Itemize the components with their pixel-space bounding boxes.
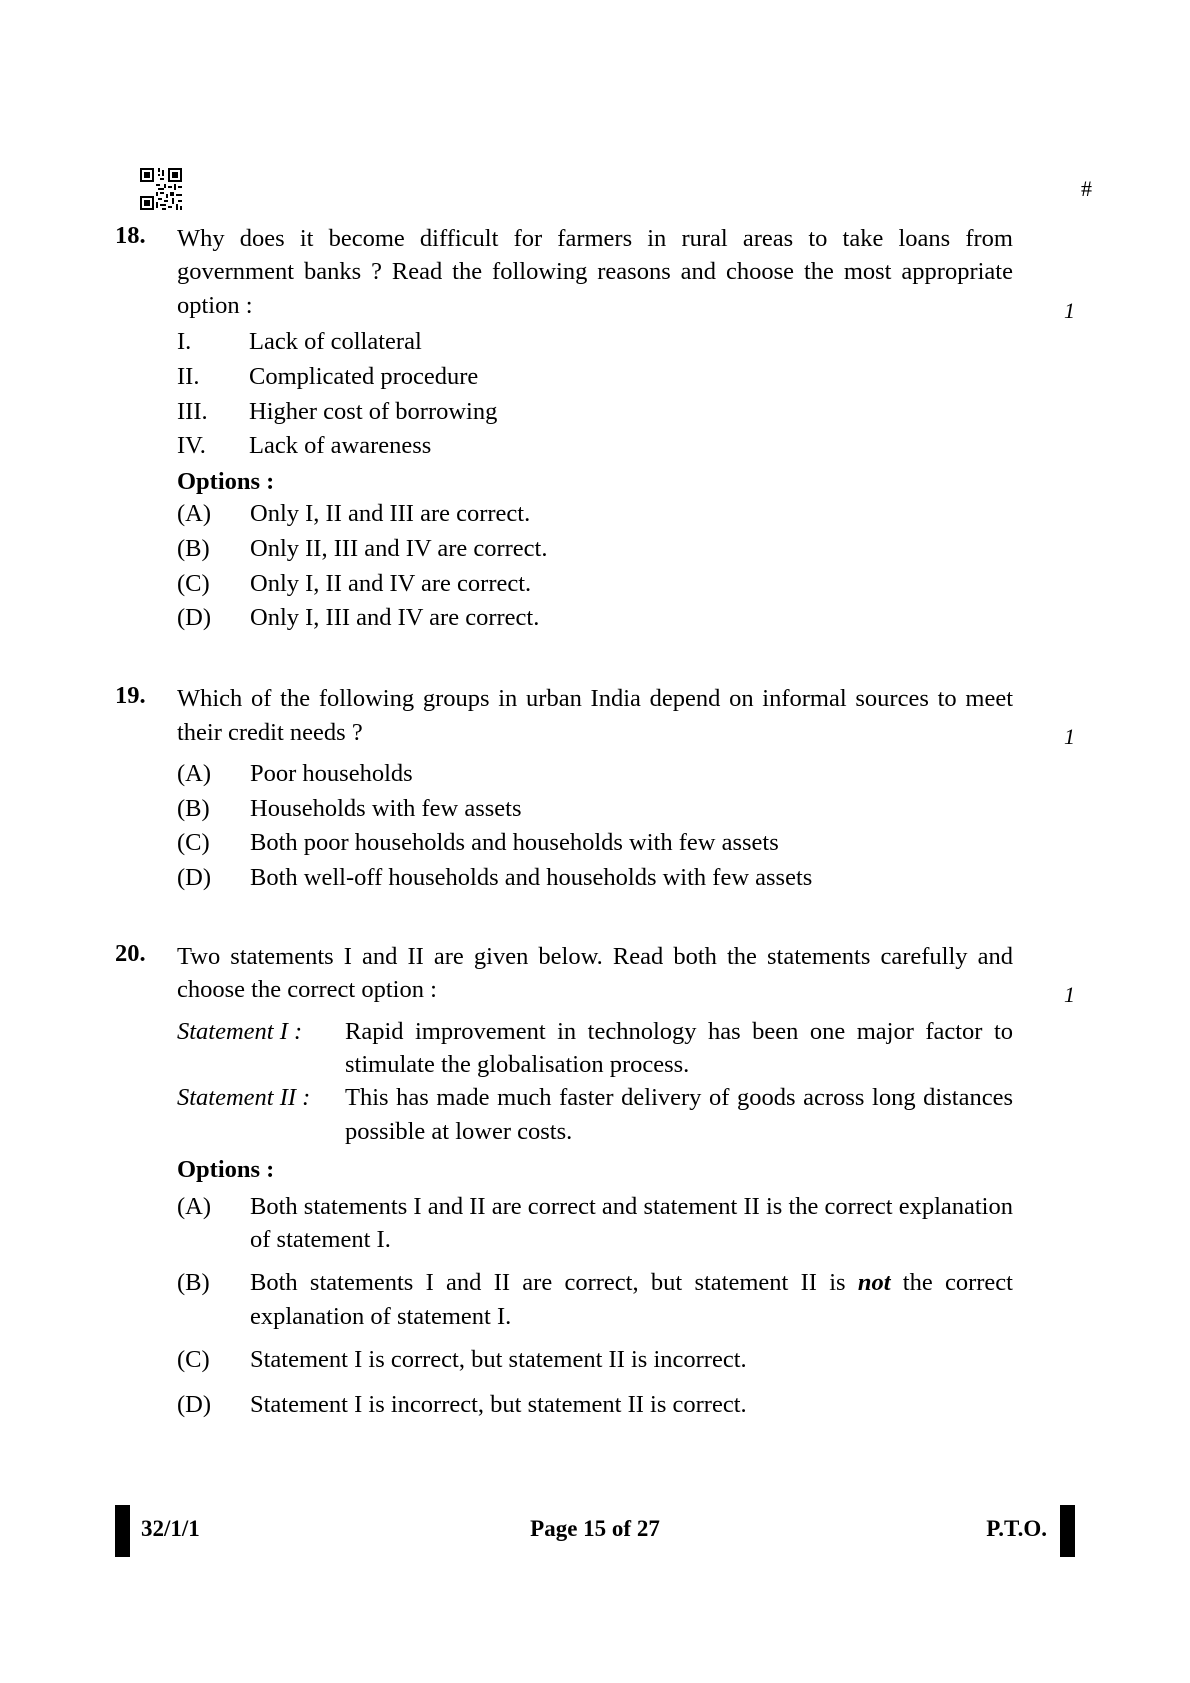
option-b-emphasis: not — [857, 1269, 891, 1297]
option-b-text-before: Both statements I and II are correct, but statement II is — [250, 1269, 858, 1297]
roman-item-label: II. — [177, 362, 200, 390]
roman-item — [177, 395, 1075, 430]
statement-2-text: This has made much faster delivery of goods across long distances possible at lower costs. — [345, 1084, 1013, 1145]
roman-item-text: Higher cost of borrowing — [249, 397, 498, 425]
question-20-stem: Two statements I and II are given below. Read both the statements carefully and choose the correct option : — [177, 942, 1013, 1004]
question-list — [115, 222, 1075, 1423]
question-19-marks: 1 — [1064, 724, 1075, 750]
page-footer — [115, 1505, 1075, 1557]
question-19-number: 19. — [115, 682, 146, 710]
option-a-text: Poor households — [250, 759, 413, 787]
statement-1 — [177, 1015, 1013, 1082]
statement-2-label: Statement II : — [177, 1084, 311, 1112]
roman-item — [177, 429, 1075, 464]
option-c-label: (C) — [177, 569, 210, 597]
statement-2 — [177, 1081, 1013, 1148]
question-20-options — [177, 1190, 1075, 1423]
roman-item-text: Lack of awareness — [249, 432, 432, 460]
roman-item-label: III. — [177, 397, 208, 425]
roman-item-text: Complicated procedure — [249, 362, 479, 390]
question-19 — [115, 682, 1075, 896]
option-c[interactable] — [177, 567, 1075, 602]
question-18-marks: 1 — [1064, 298, 1075, 323]
statement-1-text: Rapid improvement in technology has been one major factor to stimulate the globalisation process. — [345, 1017, 1013, 1078]
option-c-text: Statement I is correct, but statement II is incorrect. — [250, 1346, 747, 1374]
option-a-label: (A) — [177, 759, 212, 787]
question-18-roman-list — [177, 325, 1075, 464]
option-b-label: (B) — [177, 794, 210, 822]
spacer — [115, 636, 1075, 682]
option-a[interactable] — [177, 1190, 1075, 1257]
option-d[interactable] — [177, 861, 1075, 896]
roman-item-label: IV. — [177, 432, 206, 460]
question-19-stem: Which of the following groups in urban India depend on informal sources to meet their credit needs ? — [177, 685, 1013, 746]
roman-item-label: I. — [177, 327, 192, 355]
pto-label: P.T.O. — [986, 1516, 1047, 1541]
option-d-label: (D) — [177, 1390, 212, 1418]
option-a-text: Only I, II and III are correct. — [250, 500, 531, 528]
statement-1-label: Statement I : — [177, 1017, 303, 1045]
question-20-marks: 1 — [1064, 981, 1075, 1007]
roman-item — [177, 360, 1075, 395]
option-d-text: Only I, III and IV are correct. — [250, 604, 540, 632]
option-a[interactable] — [177, 497, 1075, 532]
option-c-label: (C) — [177, 1346, 210, 1374]
page-number: Page 15 of 27 — [530, 1516, 660, 1541]
spacer — [115, 896, 1075, 940]
question-18-number: 18. — [115, 222, 146, 249]
roman-item — [177, 325, 1075, 360]
option-c-text: Both poor households and households with few assets — [250, 829, 779, 857]
option-a[interactable] — [177, 757, 1075, 792]
option-b-text: Households with few assets — [250, 794, 522, 822]
option-a-label: (A) — [177, 500, 212, 528]
option-d[interactable] — [177, 601, 1075, 636]
option-d-text: Both well-off households and households with few assets — [250, 864, 813, 892]
question-19-options — [177, 757, 1075, 896]
option-d-label: (D) — [177, 864, 212, 892]
option-c-label: (C) — [177, 829, 210, 857]
option-b-label: (B) — [177, 534, 210, 562]
page-hash-mark: # — [1081, 176, 1092, 201]
option-b-label: (B) — [177, 1269, 210, 1297]
option-d-text: Statement I is incorrect, but statement II is correct. — [250, 1390, 747, 1418]
option-b[interactable] — [177, 532, 1075, 567]
roman-item-text: Lack of collateral — [249, 327, 422, 355]
option-d[interactable] — [177, 1388, 1075, 1423]
option-b-text — [250, 1266, 1075, 1333]
option-b[interactable] — [177, 1266, 1075, 1333]
option-b-text-after: the correct explanation of statement I. — [250, 1269, 1013, 1330]
option-b-text: Only II, III and IV are correct. — [250, 534, 548, 562]
option-c-text: Only I, II and IV are correct. — [250, 569, 532, 597]
option-a-text: Both statements I and II are correct and statement II is the correct explanation of statement I. — [250, 1192, 1013, 1254]
paper-code: 32/1/1 — [141, 1516, 200, 1541]
option-b[interactable] — [177, 792, 1075, 827]
question-20-options-heading: Options : — [177, 1155, 275, 1183]
question-18-options — [177, 497, 1075, 636]
option-a-label: (A) — [177, 1192, 212, 1220]
question-18 — [115, 222, 1075, 636]
option-c[interactable] — [177, 1343, 1075, 1378]
question-20 — [115, 940, 1075, 1423]
qr-code-icon — [140, 168, 182, 210]
question-20-number: 20. — [115, 939, 146, 967]
option-d-label: (D) — [177, 604, 212, 632]
question-18-options-heading: Options : — [177, 468, 275, 496]
option-c[interactable] — [177, 826, 1075, 861]
question-18-stem: Why does it become difficult for farmers in rural areas to take loans from government banks ? Read the following reasons and choose the most appropriate option : — [177, 225, 1013, 319]
